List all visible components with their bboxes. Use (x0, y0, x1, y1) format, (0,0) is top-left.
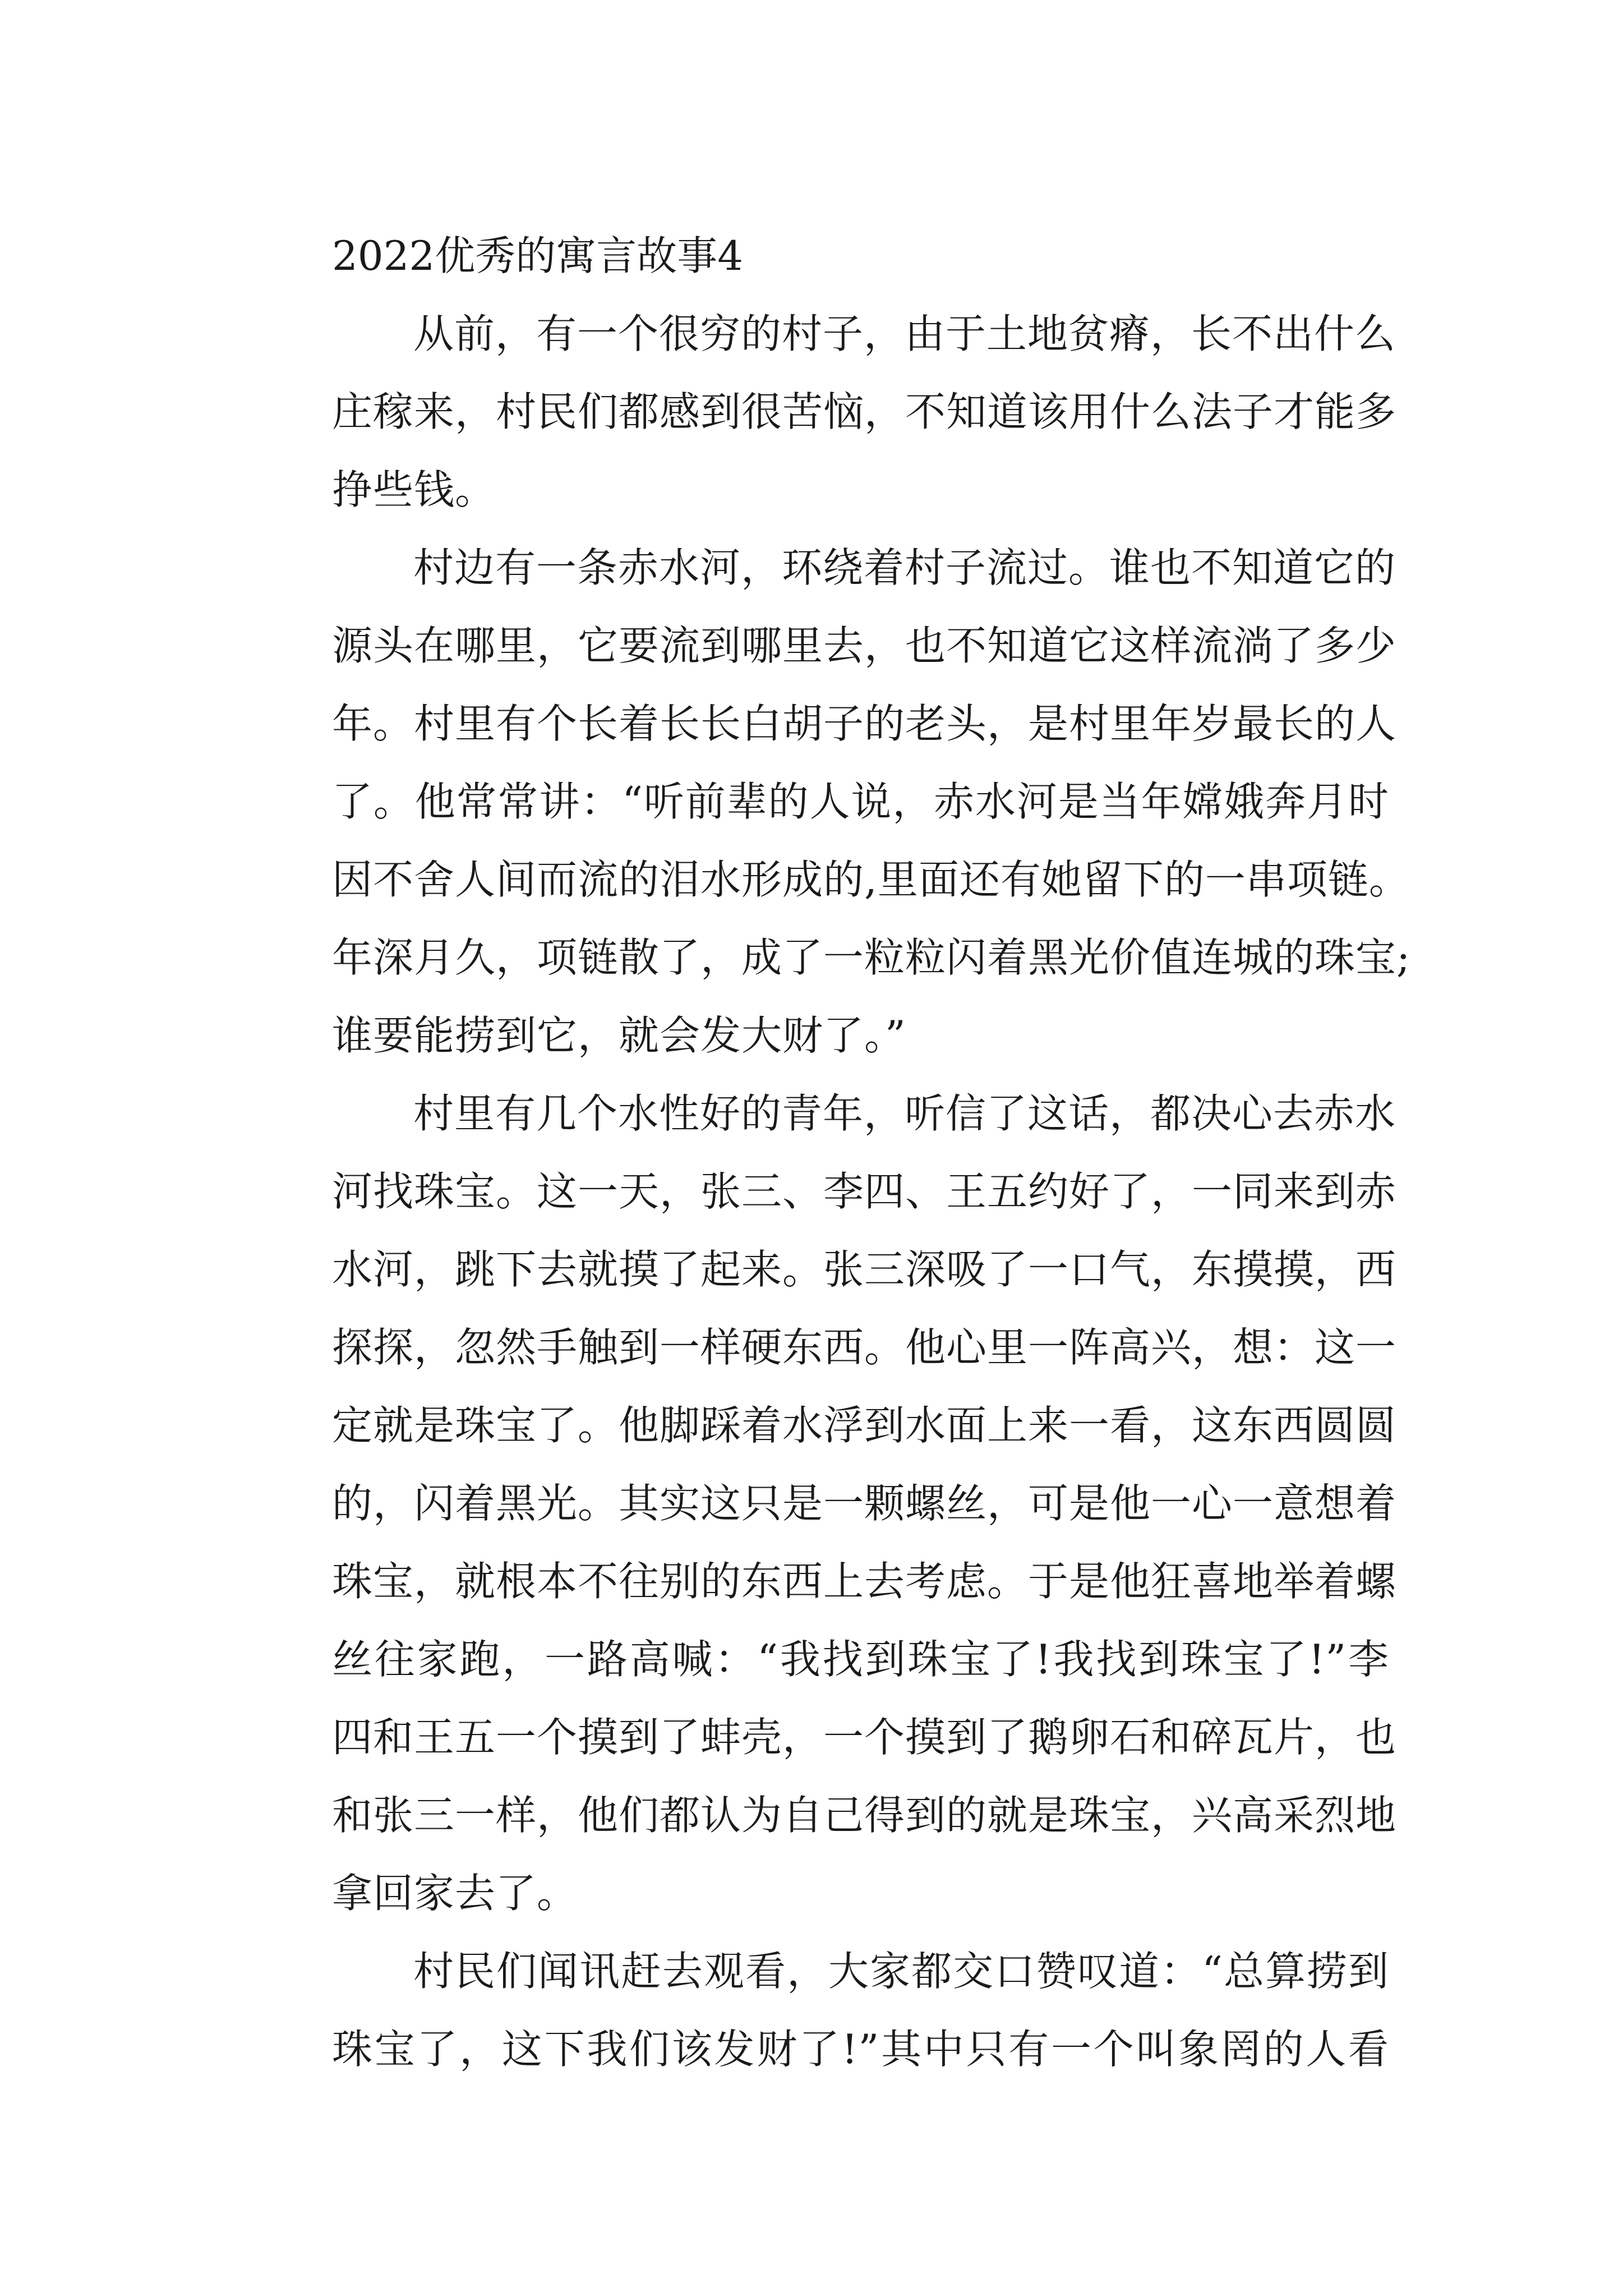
paragraph-1 (251, 295, 1397, 529)
paragraph-line: 谁要能捞到它，就会发大财了。” (332, 1012, 906, 1059)
paragraph-3 (251, 1075, 1397, 1932)
paragraph-line: 从前，有一个很穷的村子，由于土地贫瘠，长不出什么 (413, 310, 1396, 357)
document-title: 2022优秀的寓言故事4 (332, 232, 744, 279)
paragraph-line: 村里有几个水性好的青年，听信了这话，都决心去赤水 (413, 1090, 1396, 1137)
paragraph-line: 四和王五一个摸到了蚌壳，一个摸到了鹅卵石和碎瓦片，也 (332, 1714, 1397, 1761)
paragraph-line: 源头在哪里，它要流到哪里去，也不知道它这样流淌了多少 (332, 622, 1397, 669)
paragraph-line: 拿回家去了。 (332, 1870, 578, 1917)
paragraph-line: 年深月久，项链散了，成了一粒粒闪着黑光价值连城的珠宝; (332, 934, 1411, 981)
paragraph-line: 探探，忽然手触到一样硬东西。他心里一阵高兴，想：这一 (332, 1324, 1397, 1371)
paragraph-line: 水河，跳下去就摸了起来。张三深吸了一口气，东摸摸，西 (332, 1246, 1397, 1293)
paragraph-line: 珠宝了，这下我们该发财了!”其中只有一个叫象罔的人看 (332, 2026, 1389, 2073)
paragraph-line: 的，闪着黑光。其实这只是一颗螺丝，可是他一心一意想着 (332, 1480, 1397, 1527)
paragraph-line: 丝往家跑，一路高喊：“我找到珠宝了!我找到珠宝了!”李 (332, 1636, 1389, 1683)
paragraph-4 (251, 1932, 1389, 2088)
paragraph-line: 定就是珠宝了。他脚踩着水浮到水面上来一看，这东西圆圆 (332, 1402, 1397, 1449)
paragraph-line: 村民们闻讯赶去观看，大家都交口赞叹道：“总算捞到 (413, 1948, 1389, 1995)
paragraph-line: 和张三一样，他们都认为自己得到的就是珠宝，兴高采烈地 (332, 1792, 1397, 1839)
paragraph-line: 了。他常常讲：“听前辈的人说，赤水河是当年嫦娥奔月时 (332, 778, 1389, 825)
paragraph-line: 河找珠宝。这一天，张三、李四、王五约好了，一同来到赤 (332, 1168, 1397, 1215)
paragraph-line: 村边有一条赤水河，环绕着村子流过。谁也不知道它的 (413, 544, 1396, 591)
paragraph-line: 庄稼来，村民们都感到很苦恼，不知道该用什么法子才能多 (332, 388, 1397, 435)
paragraph-line: 挣些钱。 (332, 466, 496, 513)
paragraph-line: 珠宝，就根本不往别的东西上去考虑。于是他狂喜地举着螺 (332, 1558, 1397, 1605)
paragraph-line: 年。村里有个长着长长白胡子的老头，是村里年岁最长的人 (332, 700, 1397, 747)
paragraph-line: 因不舍人间而流的泪水形成的,里面还有她留下的一串项链。 (332, 856, 1410, 903)
paragraph-2 (251, 529, 1411, 1075)
document-body (251, 217, 1411, 2088)
